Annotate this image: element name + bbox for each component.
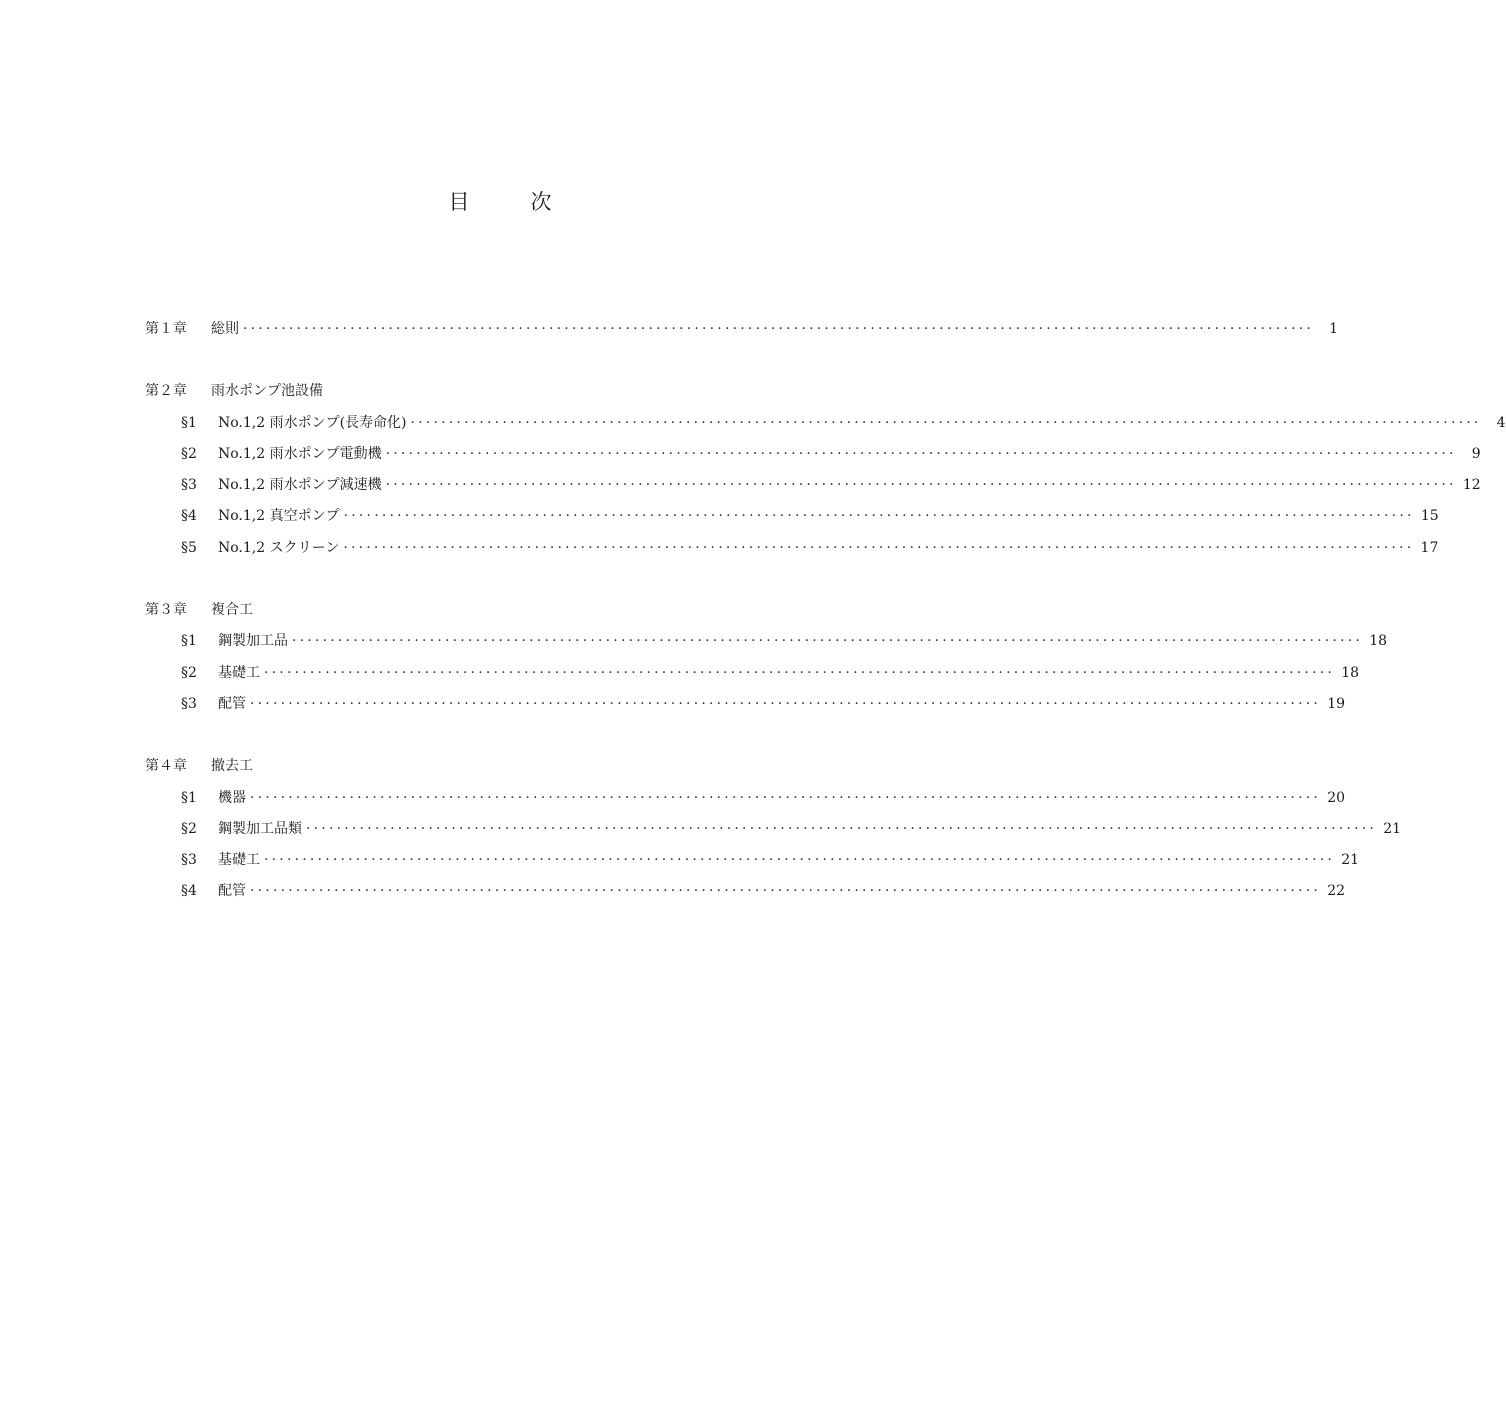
page-title: 目 次 [448,190,572,214]
page-number: 4 [1496,414,1506,431]
toc-entry[interactable] [145,787,1346,818]
section-title: 鋼製加工品類 [218,820,302,837]
toc-entry[interactable] [145,849,1360,880]
toc-entry[interactable] [145,880,1346,911]
toc-entry[interactable] [145,693,1346,724]
dot-leader: ············································································································································ [306,820,1378,837]
dot-leader: ············································································································································ [250,789,1322,806]
dot-leader: ············································································································································ [243,321,1315,337]
section-number: §1 [181,789,197,806]
section-number: §3 [181,477,197,494]
page-number: 18 [1341,664,1360,681]
section-title: No.1,2 雨水ポンプ電動機 [218,445,382,462]
section-title: 基礎工 [218,664,260,681]
section-title: 配管 [218,695,246,712]
section-number: §3 [181,695,197,712]
toc-chapter-1 [145,318,1339,349]
section-title: No.1,2 真空ポンプ [218,508,340,525]
toc-entry[interactable] [145,662,1360,693]
dot-leader: ············································································································································ [343,539,1415,556]
section-number: §5 [181,539,197,556]
page-number: 21 [1383,820,1402,837]
table-of-contents [145,318,1506,943]
dot-leader: ············································································································································ [343,508,1415,525]
toc-entry[interactable] [145,412,1506,443]
toc-entry[interactable] [145,630,1388,661]
toc-chapter-heading[interactable] [145,599,893,630]
toc-entry[interactable] [145,505,1439,536]
dot-leader: ············································································································································ [292,633,1364,650]
section-number: §1 [181,633,197,650]
toc-chapter-heading[interactable] [145,380,893,411]
page-number: 15 [1420,508,1439,525]
chapter-title: 撤去工 [211,758,253,775]
page-number: 18 [1369,633,1388,650]
section-title: No.1,2 雨水ポンプ減速機 [218,477,382,494]
toc-chapter-3 [145,599,1388,724]
dot-leader: ············································································································································ [250,883,1322,900]
toc-chapter-2 [145,380,1506,568]
toc-chapter-heading[interactable] [145,755,893,786]
page-number: 12 [1462,477,1481,494]
dot-leader: ············································································································································ [385,477,1457,494]
toc-entry[interactable] [145,443,1481,474]
dot-leader: ············································································································································ [264,664,1336,681]
section-title: 鋼製加工品 [218,633,288,650]
section-number: §1 [181,414,197,431]
section-number: §4 [181,508,197,525]
section-number: §2 [181,445,197,462]
toc-chapter-4 [145,755,1402,911]
section-title: 基礎工 [218,852,260,869]
page-number: 22 [1327,883,1346,900]
page-number: 20 [1327,789,1346,806]
page-number: 9 [1471,445,1481,462]
chapter-title: 複合工 [211,602,253,619]
section-title: 機器 [218,789,246,806]
section-number: §2 [181,664,197,681]
chapter-number: 第２章 [145,383,187,400]
toc-entry[interactable] [145,818,1402,849]
dot-leader: ············································································································································ [264,852,1336,869]
section-number: §2 [181,820,197,837]
chapter-title: 雨水ポンプ池設備 [211,383,323,400]
toc-entry[interactable] [145,537,1439,568]
toc-entry[interactable] [145,474,1481,505]
dot-leader: ············································································································································ [385,445,1457,462]
section-title: No.1,2 雨水ポンプ(長寿命化) [218,414,407,431]
page-number: 17 [1420,539,1439,556]
section-number: §3 [181,852,197,869]
dot-leader: ············································································································································ [250,695,1322,712]
section-number: §4 [181,883,197,900]
chapter-number: 第４章 [145,758,187,775]
chapter-title: 総則 [211,321,239,337]
page-number: 19 [1327,695,1346,712]
chapter-number: 第３章 [145,602,187,619]
toc-entry[interactable] [145,318,1339,349]
page-number: 1 [1329,321,1339,337]
chapter-number: 第１章 [145,321,187,337]
section-title: No.1,2 スクリーン [218,539,340,556]
page-number: 21 [1341,852,1360,869]
dot-leader: ············································································································································ [410,414,1482,431]
section-title: 配管 [218,883,246,900]
